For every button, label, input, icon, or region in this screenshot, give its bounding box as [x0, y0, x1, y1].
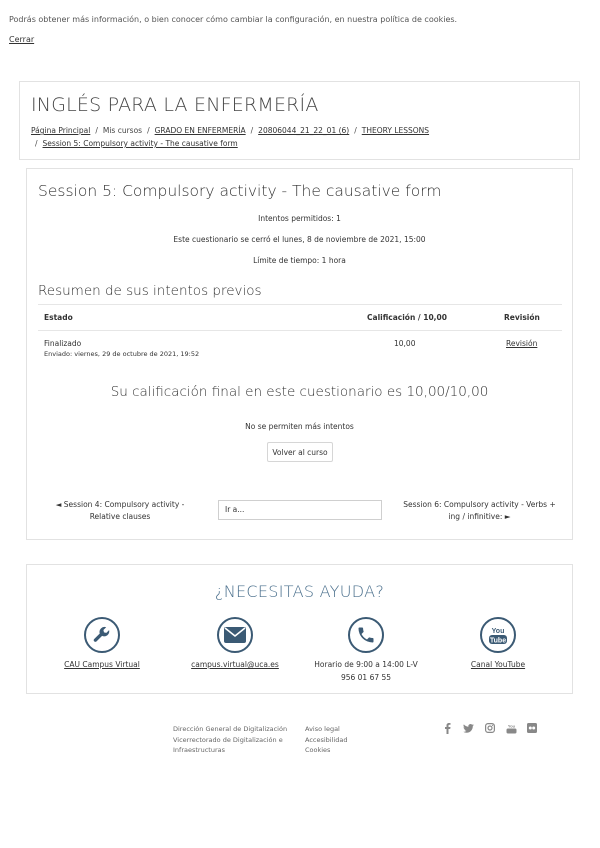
prev-activity-link[interactable]: ◄ Session 4: Compulsory activity - Relative clauses: [55, 500, 185, 521]
legal-link[interactable]: Aviso legal: [305, 725, 340, 733]
cau-link[interactable]: CAU Campus Virtual: [64, 660, 140, 669]
flickr-icon[interactable]: [526, 722, 538, 734]
attempt-submitted: Enviado: viernes, 29 de octubre de 2021, 19:52: [44, 350, 200, 358]
breadcrumb-current-activity[interactable]: Session 5: Compulsory activity - The causative form: [42, 139, 238, 148]
header-grade: Calificación / 10,00: [367, 313, 447, 322]
attempts-allowed: Intentos permitidos: 1: [258, 214, 341, 223]
no-more-attempts: No se permiten más intentos: [245, 422, 354, 431]
footer-org: [173, 724, 287, 756]
youtube-link[interactable]: Canal YouTube: [470, 660, 526, 669]
course-title: INGLÉS PARA LA ENFERMERÍA: [31, 94, 319, 116]
help-panel: [26, 564, 573, 694]
back-to-course-button[interactable]: Volver al curso: [267, 442, 333, 462]
help-title: ¿NECESITAS AYUDA?: [214, 582, 385, 601]
close-cookie-link[interactable]: Cerrar: [9, 35, 35, 44]
attempt-grade: 10,00: [394, 339, 416, 348]
svg-text:You: You: [491, 628, 505, 635]
course-header: [19, 81, 580, 160]
breadcrumb-course[interactable]: 20806044_21_22_01 (6): [258, 126, 350, 135]
breadcrumb: Página Principal / Mis cursos / GRADO EN ENFERMERÍA / 20806044_21_22_01 (6) / THEORY LESSONS / Session 5: Compulsory activity - The causative form: [31, 126, 430, 148]
svg-text:Tube: Tube: [489, 637, 507, 645]
quiz-panel: [26, 168, 573, 540]
summary-title: Resumen de sus intentos previos: [38, 283, 262, 299]
breadcrumb-home[interactable]: Página Principal: [31, 126, 91, 135]
jump-to-select[interactable]: Ir a...: [218, 500, 382, 520]
envelope-icon: [217, 617, 253, 653]
phone-number: 956 01 67 55: [340, 673, 392, 682]
youtube-footer-icon[interactable]: [505, 722, 517, 734]
footer-org-line: Dirección General de Digitalización: [173, 725, 288, 733]
office-hours: Horario de 9:00 a 14:00 L-V: [314, 660, 418, 669]
help-cau[interactable]: [32, 617, 172, 671]
next-activity-link[interactable]: Session 6: Compulsory activity - Verbs + ing / infinitive: ►: [403, 500, 556, 521]
phone-icon: [348, 617, 384, 653]
table-header-divider: [38, 330, 562, 331]
attempt-status: Finalizado: [44, 339, 82, 348]
help-phone: [296, 617, 436, 684]
final-grade: Su calificación final en este cuestionario es 10,00/10,00: [110, 384, 489, 400]
twitter-icon[interactable]: [462, 722, 474, 734]
header-review: Revisión: [504, 313, 540, 322]
accessibility-link[interactable]: Accesibilidad: [305, 735, 348, 744]
help-youtube[interactable]: [428, 617, 568, 671]
header-status: Estado: [44, 313, 73, 322]
svg-text:You: You: [507, 723, 515, 728]
footer-links: [305, 724, 347, 756]
closed-notice: Este cuestionario se cerró el lunes, 8 de noviembre de 2021, 15:00: [173, 235, 426, 244]
cookie-notice: Podrás obtener más información, o bien conocer cómo cambiar la configuración, en nuestra política de cookies.: [9, 15, 458, 24]
breadcrumb-section[interactable]: THEORY LESSONS: [361, 126, 430, 135]
youtube-icon: [480, 617, 516, 653]
cookies-link[interactable]: Cookies: [305, 746, 331, 754]
instagram-icon[interactable]: [484, 722, 496, 734]
quiz-title: Session 5: Compulsory activity - The causative form: [38, 182, 442, 200]
review-link[interactable]: Revisión: [506, 339, 538, 348]
footer-org-line: Vicerrectorado de Digitalización e: [173, 735, 283, 744]
wrench-icon: [84, 617, 120, 653]
help-email[interactable]: [165, 617, 305, 671]
footer-org-line: Infraestructuras: [173, 746, 225, 754]
email-link[interactable]: campus.virtual@uca.es: [191, 660, 279, 669]
time-limit: Límite de tiempo: 1 hora: [253, 256, 346, 265]
breadcrumb-degree[interactable]: GRADO EN ENFERMERÍA: [154, 126, 246, 135]
table-top-divider: [38, 304, 562, 305]
breadcrumb-my-courses: Mis cursos: [102, 126, 143, 135]
facebook-icon[interactable]: [441, 722, 453, 734]
